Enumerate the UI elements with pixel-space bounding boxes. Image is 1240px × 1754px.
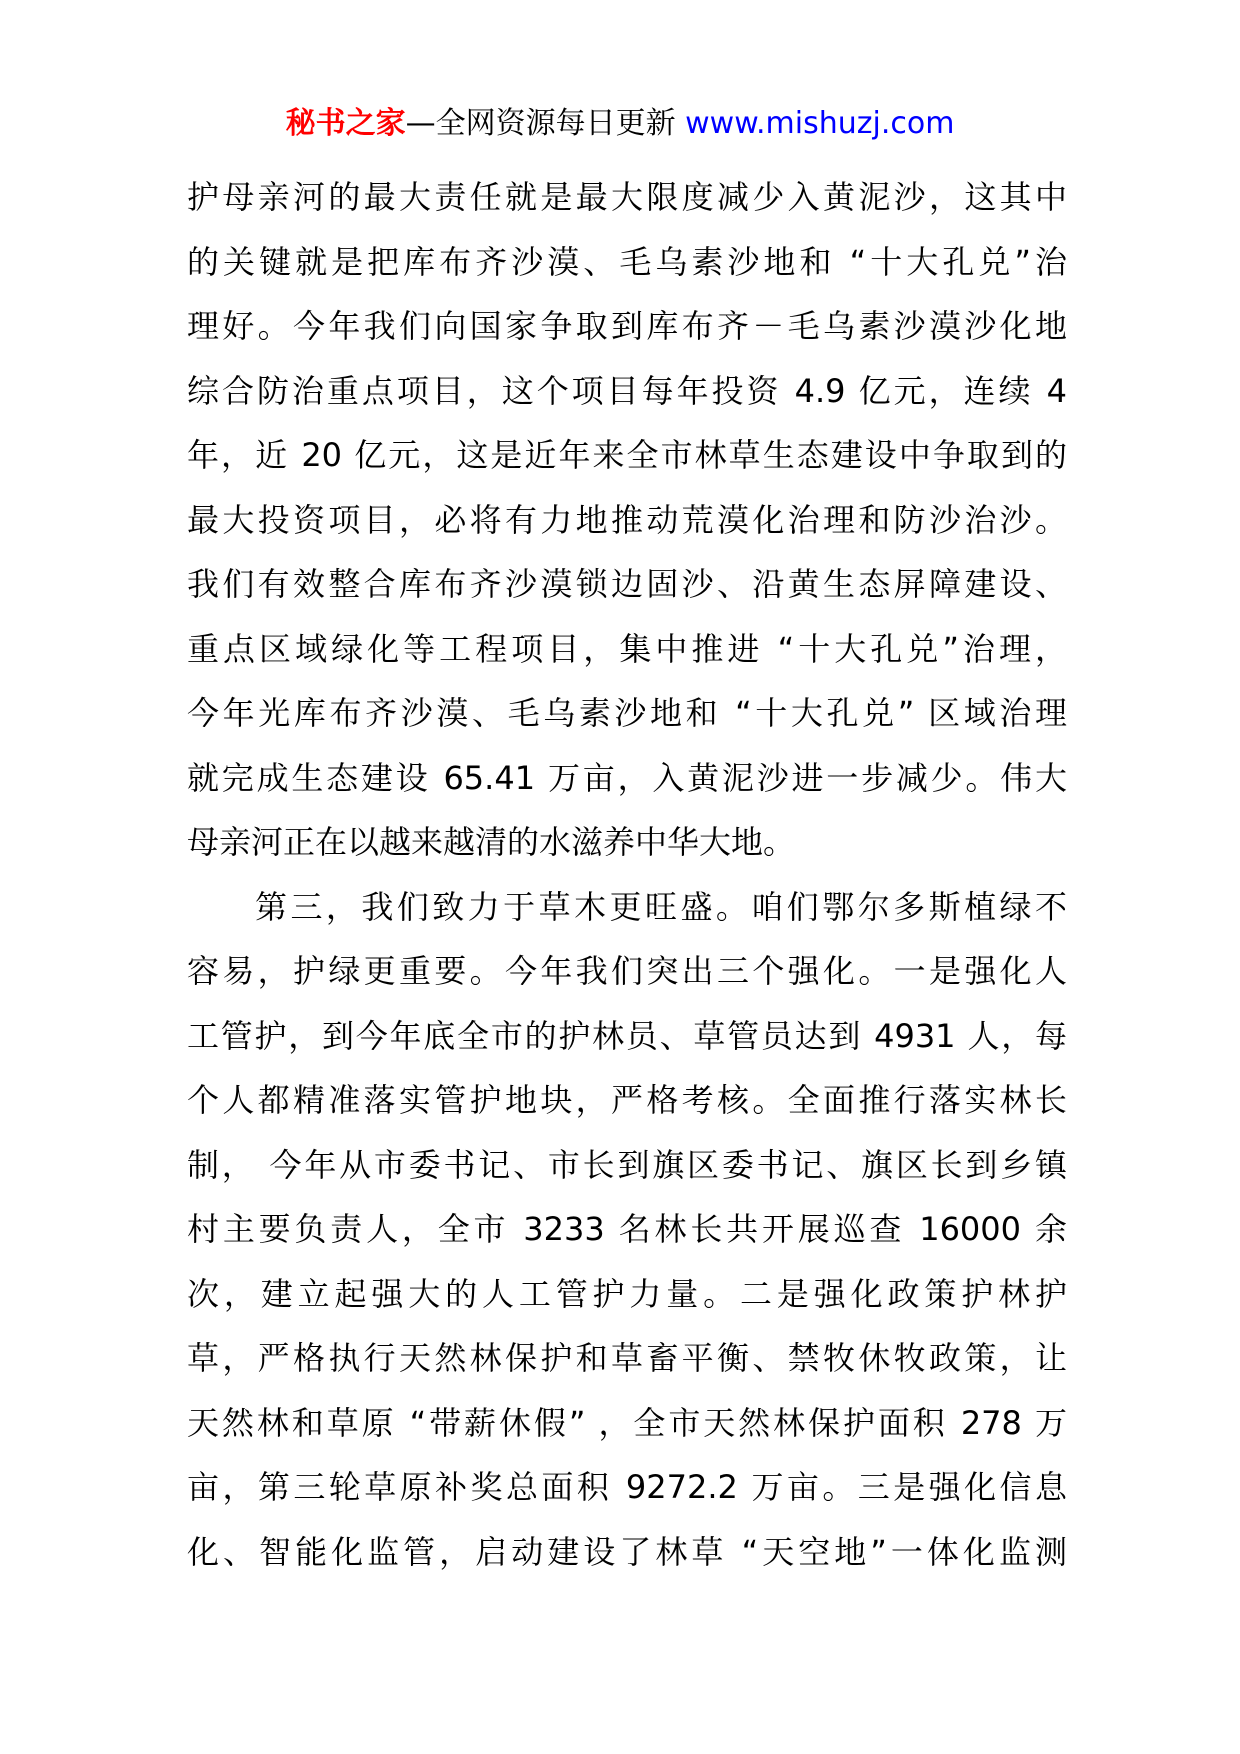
site-header xyxy=(0,104,1240,144)
text-line: 草，严格执行天然林保护和草畜平衡、禁牧休牧政策，让 xyxy=(187,1339,1067,1377)
text-line: 容易，护绿更重要。今年我们突出三个强化。一是强化人 xyxy=(187,952,1067,990)
document-body xyxy=(187,165,1067,1584)
text-line: 护母亲河的最大责任就是最大限度减少入黄泥沙，这其中 xyxy=(187,178,1067,216)
text-line: 亩，第三轮草原补奖总面积 9272.2 万亩。三是强化信息 xyxy=(187,1468,1067,1506)
text-line: 就完成生态建设 65.41 万亩，入黄泥沙进一步减少。伟大 xyxy=(187,758,1067,797)
text-line: 年，近 20 亿元，这是近年来全市林草生态建设中争取到的 xyxy=(187,436,1067,474)
text-line: 重点区域绿化等工程项目，集中推进 “十大孔兑”治理， xyxy=(187,629,1067,668)
text-line: 天然林和草原 “带薪休假” ，全市天然林保护面积 278 万 xyxy=(187,1403,1067,1442)
text-line: 今年光库布齐沙漠、毛乌素沙地和 “十大孔兑” 区域治理 xyxy=(187,694,1067,732)
text-line: 制， 今年从市委书记、市长到旗区委书记、旗区长到乡镇 xyxy=(187,1145,1067,1184)
text-line: 次，建立起强大的人工管护力量。二是强化政策护林护 xyxy=(187,1274,1067,1313)
paragraph xyxy=(187,165,1067,875)
text-line: 工管护，到今年底全市的护林员、草管员达到 4931 人，每 xyxy=(187,1016,1067,1055)
site-brand: 秘书之家 xyxy=(285,106,406,141)
text-line: 理好。今年我们向国家争取到库布齐－毛乌素沙漠沙化地 xyxy=(187,307,1067,345)
site-url-link[interactable]: www.mishuzj.com xyxy=(685,106,955,141)
text-line: 第三，我们致力于草木更旺盛。咱们鄂尔多斯植绿不 xyxy=(255,887,1067,926)
text-line: 村主要负责人，全市 3233 名林长共开展巡查 16000 余 xyxy=(187,1210,1067,1248)
text-line: 母亲河正在以越来越清的水滋养中华大地。 xyxy=(187,823,796,861)
paragraph xyxy=(187,875,1067,1585)
text-line: 个人都精准落实管护地块，严格考核。全面推行落实林长 xyxy=(187,1081,1067,1119)
site-tagline: —全网资源每日更新 xyxy=(405,106,686,141)
text-line: 的关键就是把库布齐沙漠、毛乌素沙地和 “十大孔兑”治 xyxy=(187,242,1067,281)
text-line: 综合防治重点项目，这个项目每年投资 4.9 亿元，连续 4 xyxy=(187,371,1067,410)
text-line: 化、智能化监管，启动建设了林草 “天空地”一体化监测 xyxy=(187,1532,1067,1571)
text-line: 最大投资项目，必将有力地推动荒漠化治理和防沙治沙。 xyxy=(187,500,1067,539)
text-line: 我们有效整合库布齐沙漠锁边固沙、沿黄生态屏障建设、 xyxy=(187,565,1067,603)
